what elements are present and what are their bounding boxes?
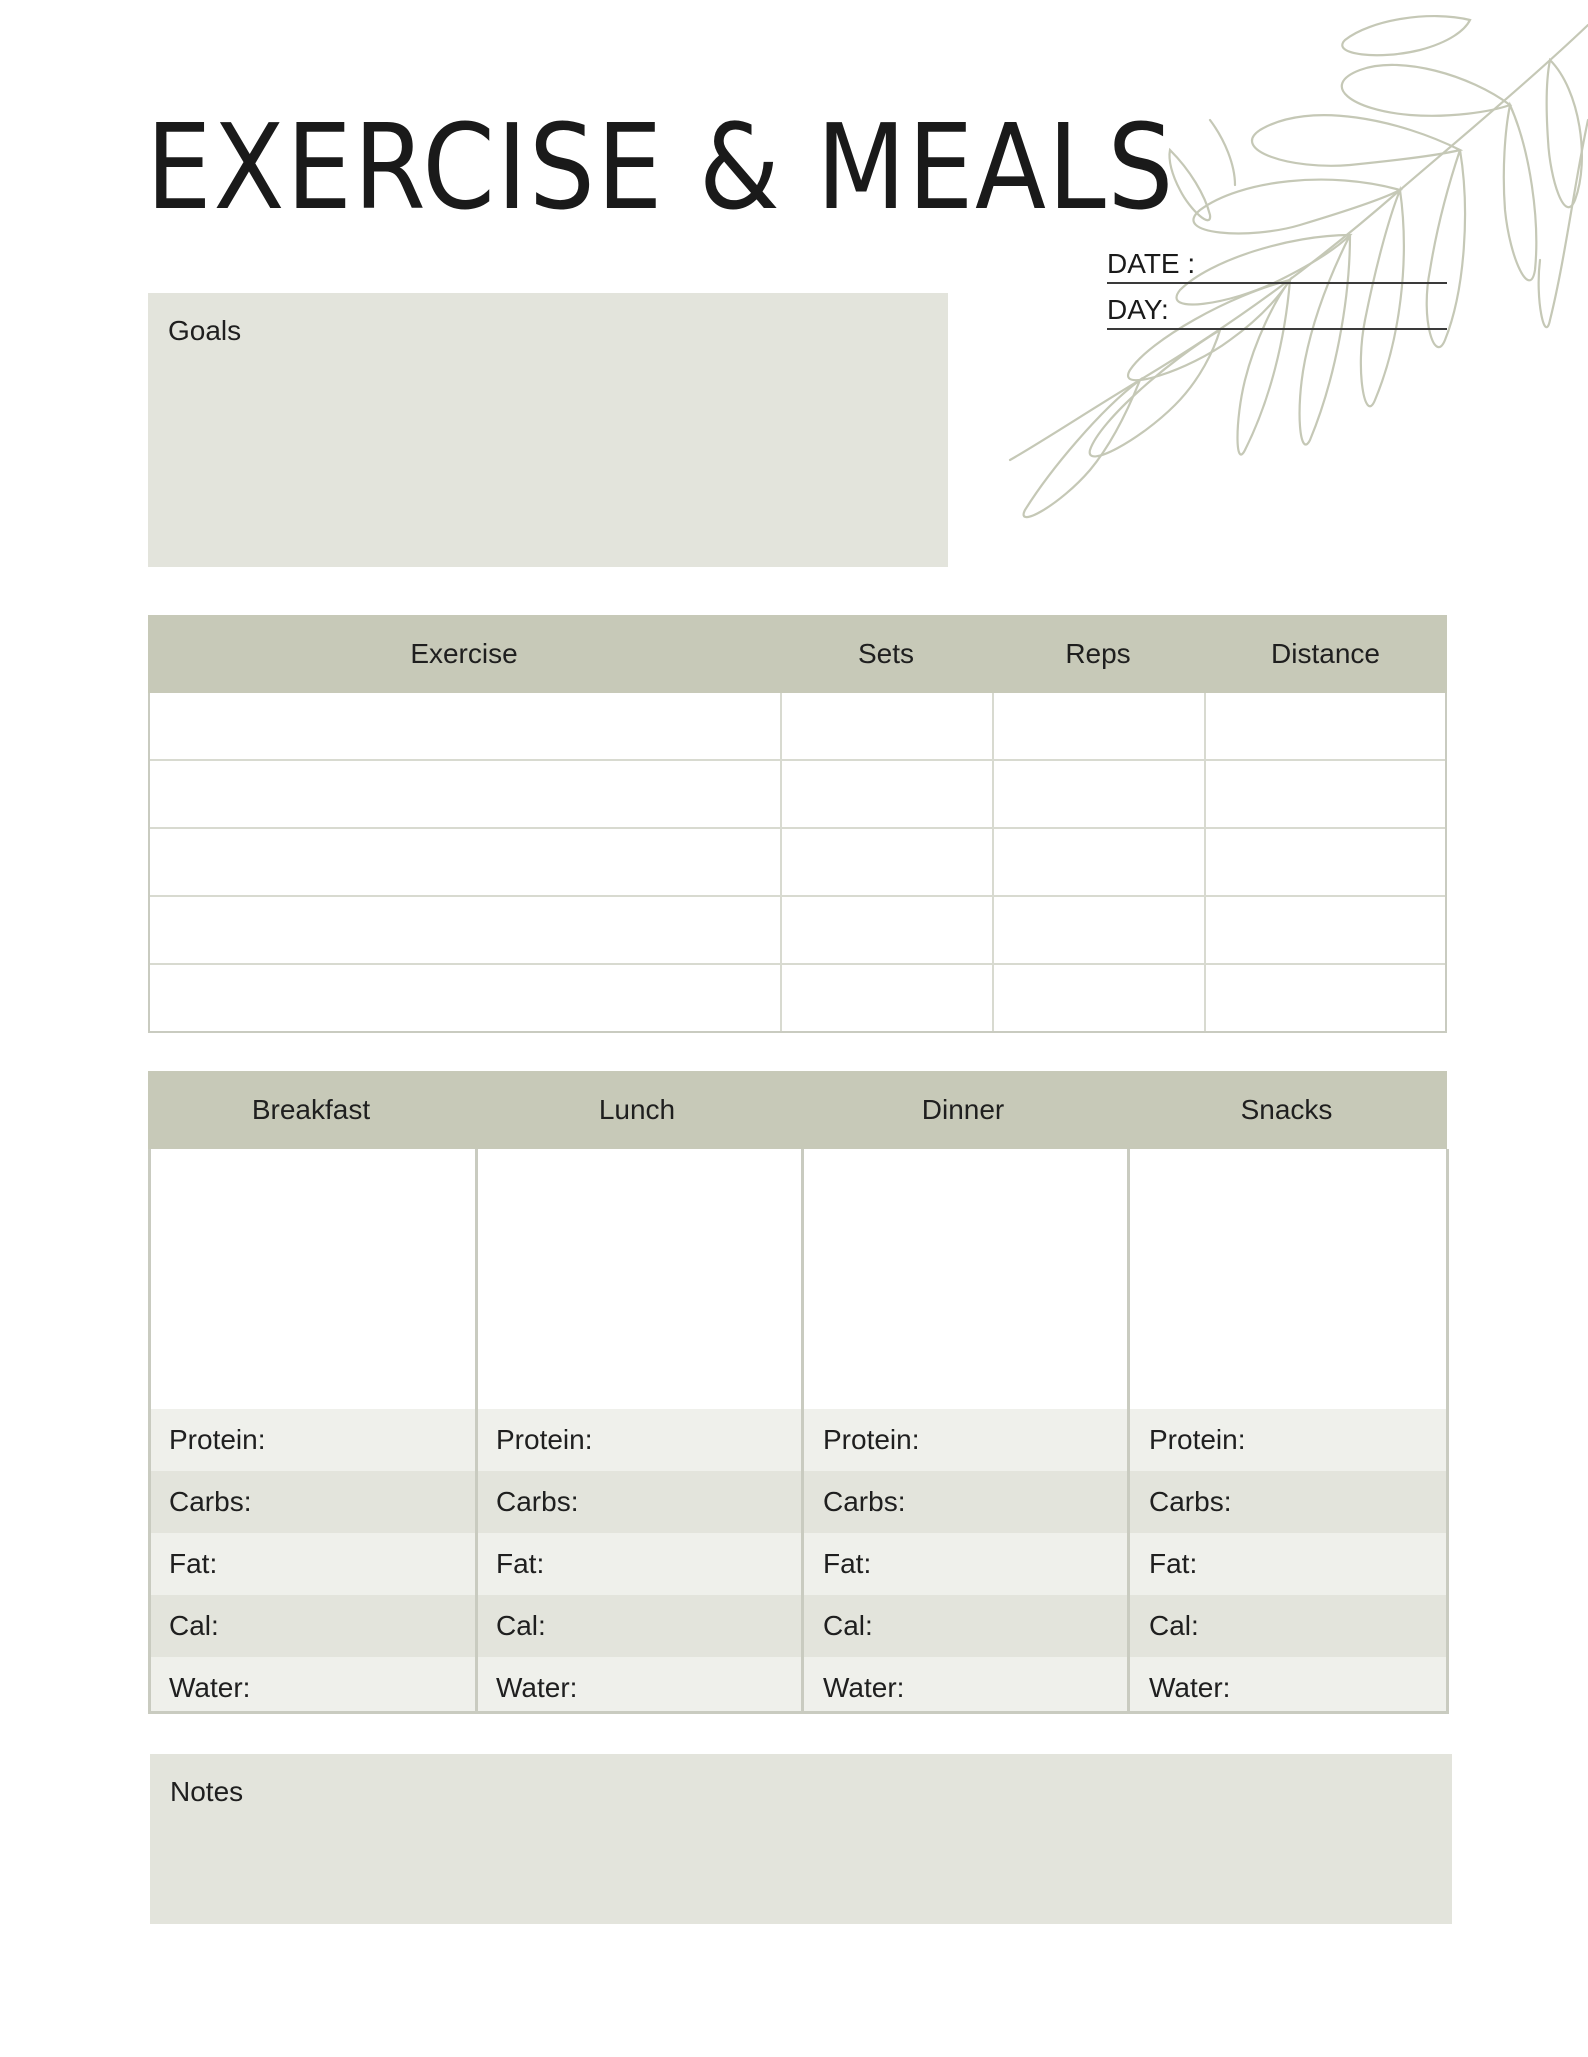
notes-box[interactable] bbox=[150, 1754, 1452, 1924]
cal-label: Cal: bbox=[169, 1610, 219, 1641]
meals-table-body[interactable] bbox=[148, 1149, 1449, 1714]
column-divider bbox=[992, 693, 994, 1031]
column-divider bbox=[475, 1149, 478, 1711]
day-label: DAY: bbox=[1107, 294, 1169, 325]
water-label: Water: bbox=[169, 1672, 251, 1703]
fat-label: Fat: bbox=[496, 1548, 545, 1579]
exercise-table-body[interactable] bbox=[148, 693, 1447, 1033]
row-divider bbox=[150, 963, 1445, 965]
header-snacks: Snacks bbox=[1240, 1094, 1333, 1125]
row-divider bbox=[150, 895, 1445, 897]
water-label: Water: bbox=[1149, 1672, 1231, 1703]
header-exercise: Exercise bbox=[410, 638, 518, 669]
header-lunch: Lunch bbox=[598, 1094, 676, 1125]
row-divider bbox=[150, 827, 1445, 829]
cal-label: Cal: bbox=[1149, 1610, 1199, 1641]
carbs-label: Carbs: bbox=[496, 1486, 579, 1517]
notes-label: Notes bbox=[170, 1776, 244, 1807]
nutrient-row-carbs bbox=[151, 1471, 1446, 1533]
goals-box[interactable] bbox=[148, 293, 948, 567]
goals-label: Goals bbox=[168, 315, 242, 346]
cal-label: Cal: bbox=[496, 1610, 546, 1641]
column-divider bbox=[1204, 693, 1206, 1031]
nutrient-row-protein bbox=[151, 1409, 1446, 1471]
column-divider bbox=[801, 1149, 804, 1711]
column-divider bbox=[780, 693, 782, 1031]
exercise-table bbox=[148, 615, 1447, 1033]
protein-label: Protein: bbox=[1149, 1424, 1246, 1455]
protein-label: Protein: bbox=[496, 1424, 593, 1455]
meals-table bbox=[148, 1071, 1447, 1715]
header-sets: Sets bbox=[857, 638, 915, 669]
water-label: Water: bbox=[496, 1672, 578, 1703]
date-label: DATE : bbox=[1107, 248, 1196, 279]
header-reps: Reps bbox=[1065, 638, 1131, 669]
header-distance: Distance bbox=[1271, 638, 1380, 669]
fat-label: Fat: bbox=[1149, 1548, 1198, 1579]
row-divider bbox=[150, 759, 1445, 761]
header-breakfast: Breakfast bbox=[251, 1094, 371, 1125]
nutrient-row-water bbox=[151, 1657, 1446, 1711]
fat-label: Fat: bbox=[823, 1548, 872, 1579]
nutrient-row-fat bbox=[151, 1533, 1446, 1595]
protein-label: Protein: bbox=[823, 1424, 920, 1455]
carbs-label: Carbs: bbox=[1149, 1486, 1232, 1517]
carbs-label: Carbs: bbox=[169, 1486, 252, 1517]
carbs-label: Carbs: bbox=[823, 1486, 906, 1517]
protein-label: Protein: bbox=[169, 1424, 266, 1455]
nutrient-row-cal bbox=[151, 1595, 1446, 1657]
cal-label: Cal: bbox=[823, 1610, 873, 1641]
meals-table-header bbox=[148, 1071, 1447, 1149]
day-field[interactable] bbox=[1107, 292, 1447, 330]
page-title: EXERCISE & MEALS bbox=[146, 98, 1176, 236]
date-field[interactable] bbox=[1107, 246, 1447, 284]
header-dinner: Dinner bbox=[921, 1094, 1005, 1125]
exercise-table-header bbox=[148, 615, 1447, 693]
fat-label: Fat: bbox=[169, 1548, 218, 1579]
water-label: Water: bbox=[823, 1672, 905, 1703]
column-divider bbox=[1127, 1149, 1130, 1711]
